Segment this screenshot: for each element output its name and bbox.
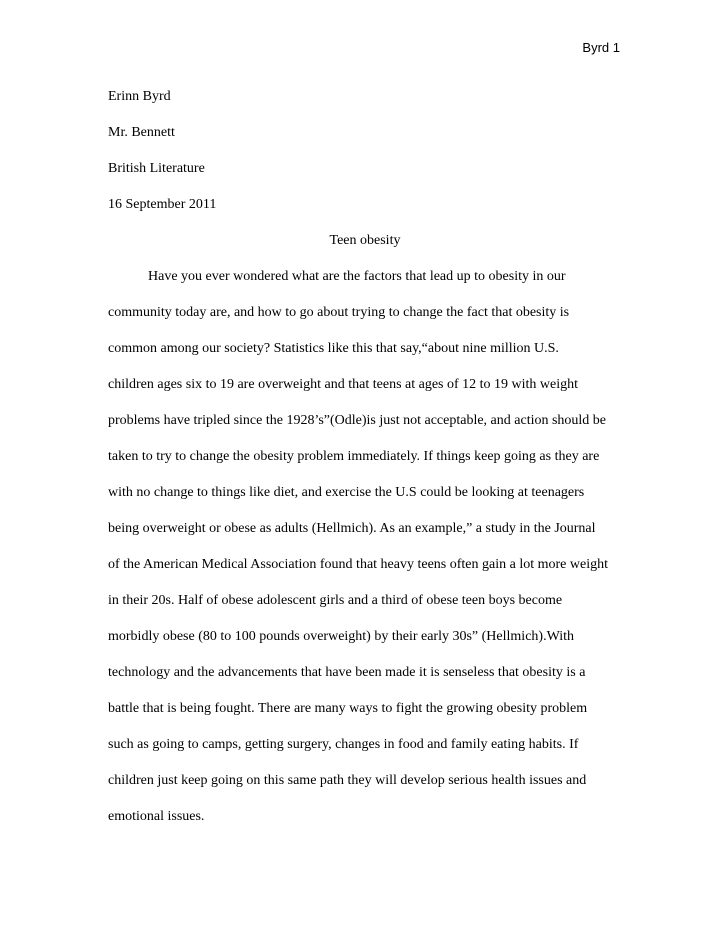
paragraph-line: children ages six to 19 are overweight and that teens at ages of 12 to 19 with weight xyxy=(108,377,579,392)
paragraph-line: in their 20s. Half of obese adolescent girls and a third of obese teen boys become xyxy=(108,593,563,608)
paragraph-line: children just keep going on this same path they will develop serious health issues and xyxy=(108,773,587,788)
paragraph-line: Have you ever wondered what are the factors that lead up to obesity in our xyxy=(148,269,566,284)
paragraph-line: of the American Medical Association found that heavy teens often gain a lot more weight xyxy=(108,557,608,572)
paragraph-line: community today are, and how to go about trying to change the fact that obesity is xyxy=(108,305,570,320)
paragraph-line: with no change to things like diet, and exercise the U.S could be looking at teenagers xyxy=(108,485,585,500)
page-header-label: Byrd 1 xyxy=(582,40,620,55)
course-name: British Literature xyxy=(108,161,205,176)
paragraph-line: common among our society? Statistics like this that say,“about nine million U.S. xyxy=(108,341,559,356)
paragraph-line: problems have tripled since the 1928’s”(Odle)is just not acceptable, and action should be xyxy=(108,413,607,428)
paragraph-line: such as going to camps, getting surgery, changes in food and family eating habits. If xyxy=(108,737,579,752)
document-body xyxy=(108,79,622,835)
paragraph-line: battle that is being fought. There are many ways to fight the growing obesity problem xyxy=(108,701,588,716)
paragraph-line: being overweight or obese as adults (Hellmich). As an example,” a study in the Journal xyxy=(108,521,596,536)
paragraph-line: technology and the advancements that have been made it is senseless that obesity is a xyxy=(108,665,586,680)
student-name: Erinn Byrd xyxy=(108,89,171,104)
paragraph-line: taken to try to change the obesity problem immediately. If things keep going as they are xyxy=(108,449,600,464)
paragraph-line: morbidly obese (80 to 100 pounds overweight) by their early 30s” (Hellmich).With xyxy=(108,629,574,644)
teacher-name: Mr. Bennett xyxy=(108,125,175,140)
paragraph-line: emotional issues. xyxy=(108,809,205,824)
essay-title: Teen obesity xyxy=(329,233,401,248)
document-date: 16 September 2011 xyxy=(108,197,217,212)
